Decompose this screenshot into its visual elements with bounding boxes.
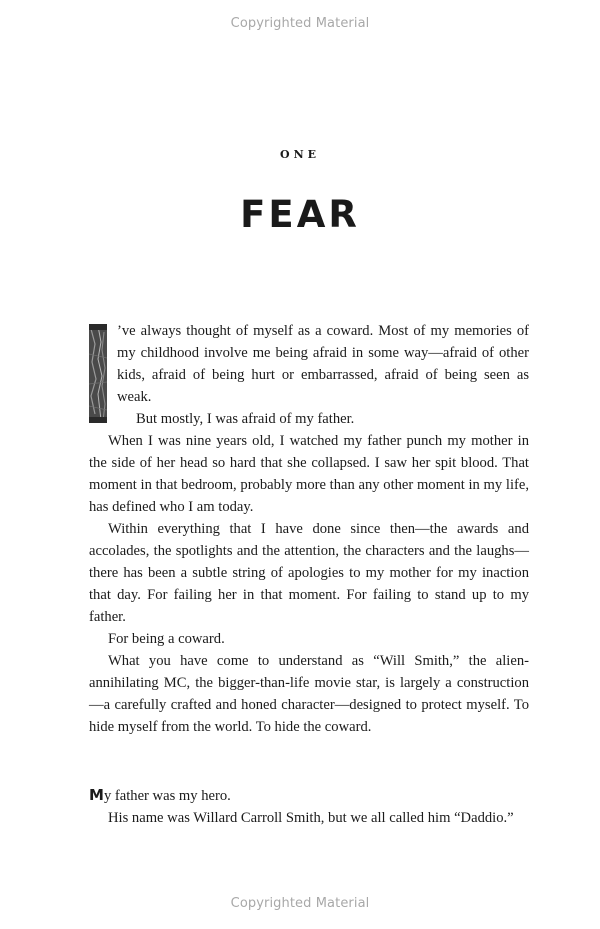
chapter-title: FEAR	[240, 193, 360, 236]
paragraph: Within everything that I have done since then—the awards and accolades, the spotlights and the attention, the characters and the laughs—there has been a subtle string of apologies to my mother for my inaction that day. For failing her in that moment. For failing to stand up to my father.	[89, 521, 529, 625]
chapter-body-section-1	[89, 320, 529, 738]
paragraph	[89, 784, 529, 807]
paragraph: But mostly, I was afraid of my father.	[136, 411, 355, 427]
paragraph-text: y father was my hero.	[103, 788, 231, 804]
drop-cap-texture-icon	[89, 324, 107, 423]
section-initial: M	[89, 786, 104, 804]
copyright-watermark-top: Copyrighted Material	[230, 16, 370, 31]
paragraph: For being a coward.	[108, 631, 225, 647]
paragraph: His name was Willard Carroll Smith, but we all called him “Daddio.”	[108, 810, 514, 826]
paragraph: What you have come to understand as “Will Smith,” the alien-annihilating MC, the bigger-than-life movie star, is largely a construction—a carefully crafted and honed character—designed to protect myself. To hide myself from the world. To hide the coward.	[89, 653, 529, 735]
chapter-number: ONE	[279, 148, 321, 161]
paragraph: When I was nine years old, I watched my father punch my mother in the side of her head so hard that she collapsed. I saw her spit blood. That moment in that bedroom, probably more than any other moment in my life, has defined who I am today.	[89, 433, 529, 515]
copyright-watermark-bottom: Copyrighted Material	[230, 896, 370, 911]
decorative-drop-cap	[89, 324, 107, 423]
paragraph: ’ve always thought of myself as a coward. Most of my memories of my childhood involve me being afraid in some way—afraid of other kids, afraid of being hurt or embarrassed, afraid of being seen as weak.	[117, 323, 529, 405]
chapter-body-section-2	[89, 784, 529, 829]
